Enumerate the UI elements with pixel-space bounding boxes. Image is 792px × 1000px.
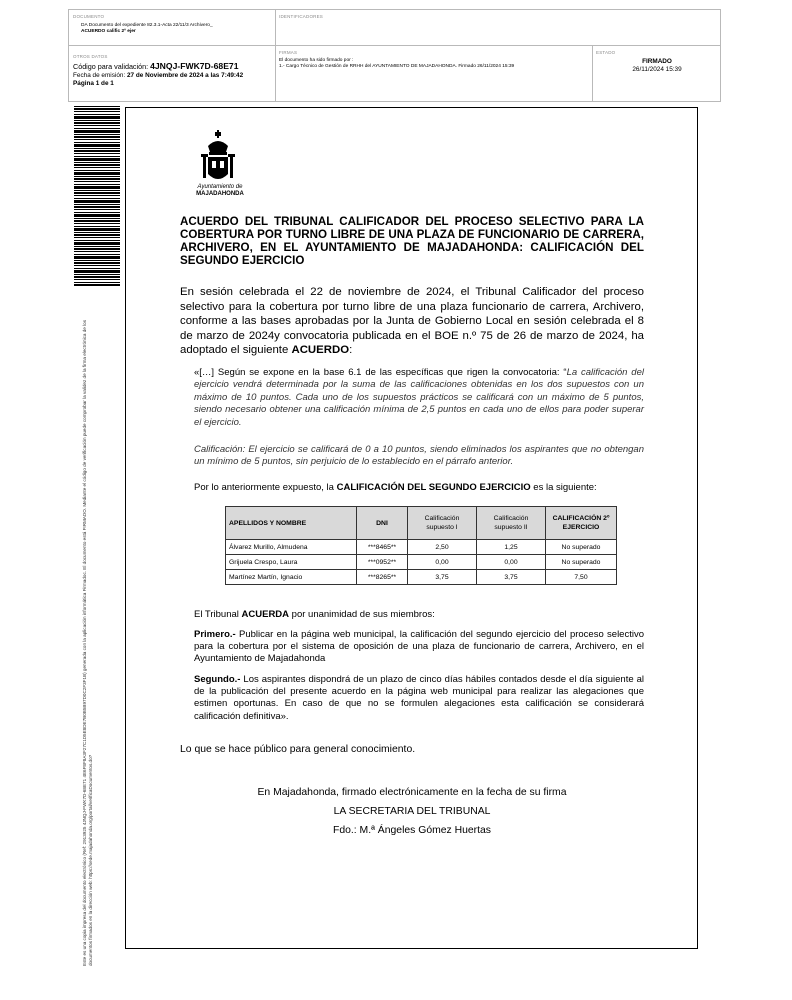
table-row (226, 570, 617, 585)
firmas-line1: El documento ha sido firmado por : (279, 58, 354, 63)
cell-supuesto-2: 3,75 (477, 570, 546, 585)
header-calificacion: CALIFICACIÓN 2º EJERCICIO (546, 507, 617, 540)
cell-supuesto-1: 3,75 (408, 570, 477, 585)
cell-supuesto-1: 2,50 (408, 540, 477, 555)
identificadores-cell (276, 10, 721, 46)
estado-cell (593, 46, 721, 102)
table-row (226, 540, 617, 555)
quote-paragraph (194, 367, 644, 429)
estado-date: 26/11/2024 15:39 (632, 66, 682, 73)
verification-side-text: Este es una copia impresa del documento electrónico (Ref: 2913925 4JNQJ-FWK7D-68E71 4E6F8F8A3F27C1D5E8DE7B0B5B97D0C2F3F1B) generada con la aplicación informática Firmadoc. El documento está FIRMADO. Mediante el código de verificación puede comprobar la validez de la firma electrónica de los documentos firmados en la dirección web: https://sede.majadahonda.org/portal/verificaDocumentos.do? (82, 319, 93, 966)
primero-paragraph (194, 629, 644, 666)
results-table (225, 506, 617, 585)
intro-end: : (349, 344, 353, 356)
header-dni: DNI (357, 507, 408, 540)
header-supuesto-2: Calificación supuesto II (477, 507, 546, 540)
signature-line1: En Majadahonda, firmado electrónicamente en la fecha de su firma (257, 787, 567, 798)
logo-line1: Ayuntamiento de (197, 184, 243, 190)
por-lo-anterior (194, 482, 644, 494)
cell-calificacion: No superado (546, 540, 617, 555)
otros-datos-cell (69, 46, 276, 102)
primero-text: Publicar en la página web municipal, la calificación del segundo ejercicio del proceso selectivo para la cobertura por el sistema de oposición de una plaza de funcionario de carrera, Archivero, en el Ayuntamiento de Majadahonda (194, 629, 644, 665)
table-row (226, 555, 617, 570)
calificacion-paragraph: Calificación: El ejercicio se calificará de 0 a 10 puntos, siendo eliminados los aspirantes que no obtengan un mínimo de 5 puntos, sin perjuicio de lo establecido en el párrafo anterior. (194, 444, 644, 468)
firmas-line2: 1.- Cargo Técnico de Gestión de RRHH del AYUNTAMIENTO DE MAJADAHONDA. Firmado 26/11/2024 15:39 (279, 64, 515, 69)
codigo-value[interactable]: 4JNQJ-FWK7D-68E71 (150, 61, 239, 71)
cell-dni: ***8465** (357, 540, 408, 555)
quote-italic: La calificación del ejercicio vendrá determinada por la suma de las calificaciones obtenidas en los dos supuestos con un máximo de 10 puntos. Cada uno de los supuestos prácticos se calificará con un máximo de 5 puntos, siendo necesario obtener una calificación mínima de 2,5 puntos en cada uno de ellos para poder superar el ejercicio. (194, 367, 644, 428)
documento-cell (69, 10, 276, 46)
acuerda-bold: ACUERDA (241, 609, 290, 620)
cell-nombre: Grijuela Crespo, Laura (226, 555, 357, 570)
signature-line3: Fdo.: M.ª Ángeles Gómez Huertas (332, 825, 492, 836)
logo-line2: MAJADAHONDA (196, 190, 244, 197)
cell-nombre: Martínez Martín, Ignacio (226, 570, 357, 585)
firmas-label: FIRMAS (279, 50, 298, 55)
intro-text: En sesión celebrada el 22 de noviembre de 2024, el Tribunal Calificador del proceso selectivo para la cobertura por turno libre de una plaza funcionario de carrera, Archivero, conforme a las bases aprobadas por la Junta de Gobierno Local en sesión celebrada el 8 de marzo de 2024y convocatoria publicada en el BOE n.º 75 de 26 de marzo de 2024, ha adoptado el siguiente (180, 286, 644, 356)
primero-label: Primero.- (194, 629, 236, 640)
table-header-row (226, 507, 617, 540)
segundo-paragraph (194, 674, 644, 723)
documento-label: DOCUMENTO (73, 14, 105, 19)
fecha-text: Fecha de emisión: (73, 72, 126, 79)
segundo-text: Los aspirantes dispondrá de un plazo de cinco días hábiles contados desde el día siguiente al de la publicación del presente acuerdo en la página web municipal para realizar las alegaciones que estimen oportunas. En caso de que no se formulen alegaciones esta calificación se considerará calificación definitiva». (194, 674, 644, 722)
pagina-indicator: Página 1 de 1 (73, 80, 114, 87)
cell-calificacion: 7,50 (546, 570, 617, 585)
logo-text (184, 184, 256, 198)
fecha-emision (73, 72, 243, 79)
quote-lead: «[…] Según se expone en la base 6.1 de las específicas que rigen la convocatoria: “ (194, 367, 567, 378)
estado-label: ESTADO (596, 50, 616, 55)
cell-dni: ***8265** (357, 570, 408, 585)
fecha-value: 27 de Noviembre de 2024 a las 7:49:42 (127, 72, 244, 79)
header-supuesto-1: Calificación supuesto I (408, 507, 477, 540)
cell-calificacion: No superado (546, 555, 617, 570)
barcode-image (74, 106, 120, 286)
cell-nombre: Álvarez Murillo, Almudena (226, 540, 357, 555)
header-apellidos: APELLIDOS Y NOMBRE (226, 507, 357, 540)
cell-supuesto-2: 0,00 (477, 555, 546, 570)
estado-value: FIRMADO (642, 58, 672, 65)
codigo-text: Código para validación: (73, 62, 149, 71)
firmas-cell (276, 46, 593, 102)
signature-line2: LA SECRETARIA DEL TRIBUNAL (333, 806, 491, 817)
otros-datos-label: OTROS DATOS (73, 54, 108, 59)
segundo-label: Segundo.- (194, 674, 241, 685)
cell-supuesto-1: 0,00 (408, 555, 477, 570)
document-header (68, 9, 721, 102)
cell-dni: ***0952** (357, 555, 408, 570)
por-end: es la siguiente: (530, 482, 597, 493)
documento-line1: DA Documento del expediente 82.3.1-Acta 22/11/3 Archivero_ (81, 23, 213, 28)
acuerda-end: por unanimidad de sus miembros: (289, 609, 435, 620)
identificadores-label: IDENTIFICADORES (279, 14, 324, 19)
por-lead: Por lo anteriormente expuesto, la (194, 482, 337, 493)
intro-bold: ACUERDO (291, 344, 350, 356)
codigo-validacion (73, 62, 238, 71)
document-page (125, 107, 698, 949)
intro-paragraph (180, 285, 644, 358)
acuerda-lead: El Tribunal (194, 609, 242, 620)
cell-supuesto-2: 1,25 (477, 540, 546, 555)
lo-que-se-hace: Lo que se hace público para general conocimiento. (180, 744, 416, 755)
document-title: ACUERDO DEL TRIBUNAL CALIFICADOR DEL PROCESO SELECTIVO PARA LA COBERTURA POR TURNO LIBRE DE UNA PLAZA DE FUNCIONARIO DE CARRERA, ARCHIVERO, EN EL AYUNTAMIENTO DE MAJADAHONDA: CALIFICACIÓN DEL SEGUNDO EJERCICIO (180, 215, 644, 267)
acuerda-paragraph (194, 609, 644, 621)
por-bold: CALIFICACIÓN DEL SEGUNDO EJERCICIO (336, 482, 531, 493)
documento-line2: ACUERDO calific 2º ejer (81, 29, 136, 34)
